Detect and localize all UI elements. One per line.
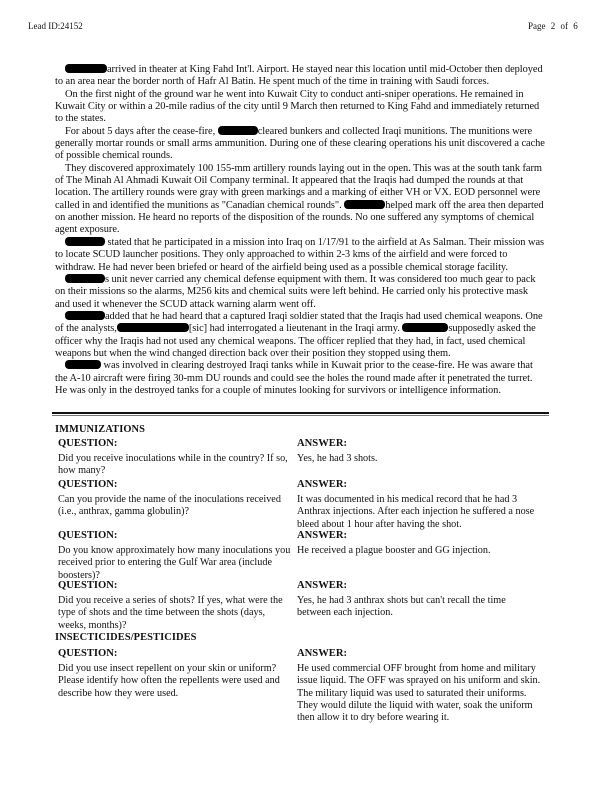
paragraph-text: [sic] had interrogated a lieutenant in the Iraqi army. (188, 323, 403, 335)
paragraph-text: arrived in theater at King Fahd Int'l. Airport. He stayed near this location until mid-October then deployed to an area near the border north of Hafr Al Batin. He spent much of the time in training with Saudi forces. (55, 64, 543, 88)
paragraph-text: added that he had heard that a captured Iraqi soldier stated that the Iraqis had used chemical weapons. One of the analysts, (55, 310, 543, 335)
narrative-paragraph (55, 311, 545, 360)
narrative-paragraph (55, 64, 545, 89)
answer-text: Yes, he had 3 anthrax shots but can't recall the time between each injection. (297, 595, 506, 619)
narrative-paragraph (55, 126, 545, 163)
question-text: Did you use insect repellent on your skin or uniform? Please identify how often the repellents were used and describe how they were used. (58, 663, 280, 699)
question-label: QUESTION: (58, 580, 118, 591)
question-label: QUESTION: (58, 530, 118, 541)
answer-block (297, 479, 542, 531)
narrative-paragraph (55, 360, 545, 397)
question-text: Did you receive inoculations while in the country? If so, how many? (58, 453, 288, 477)
answer-label: ANSWER: (297, 648, 348, 659)
page-header-lead-id: Lead ID:24152 (28, 21, 83, 31)
redaction-block (218, 126, 258, 135)
section-divider (52, 412, 549, 416)
answer-text: Yes, he had 3 shots. (297, 453, 378, 465)
question-block (58, 648, 293, 700)
answer-text: It was documented in his medical record that he had 3 Anthrax injections. After each injection he suffered a nose bleed about 1 hour after having the shot. (297, 494, 535, 530)
answer-label: ANSWER: (297, 479, 348, 490)
answer-block (297, 648, 542, 724)
section-title-insecticides-pesticides: INSECTICIDES/PESTICIDES (55, 632, 197, 643)
narrative-paragraph (55, 163, 545, 237)
redaction-block (65, 311, 105, 320)
paragraph-text: On the first night of the ground war he went into Kuwait City to conduct anti-sniper operations. He remained in Kuwait City or within a 20-mile radius of the city until 9 March then returned to King Fahd and immediately returned to the states. (55, 88, 540, 125)
question-block (58, 580, 293, 632)
page-number: Page 2 of 6 (528, 21, 578, 31)
paragraph-text: was involved in clearing destroyed Iraqi tanks while in Kuwait prior to the cease-fire. He was aware that the A-10 aircraft were firing 30-mm DU rounds and could see the holes the round made after it penetrated the turret. He was only in the destroyed tanks for a couple of minutes looking for survivors or intelligence information. (55, 360, 533, 396)
narrative-body (55, 64, 545, 397)
paragraph-text: s unit never carried any chemical defense equipment with them. It was considered too much gear to pack on their missions so the alarms, M256 kits and chemical suits were left behind. He carried only his protective mask and used it whenever the SCUD attack warning alarm went off. (55, 273, 536, 310)
redaction-block (65, 360, 101, 369)
redaction-block (344, 200, 385, 209)
paragraph-text: helped mark off the area then departed on another mission. He heard no reports of the disposition of the rounds. No one suffered any symptoms of chemical agent exposure. (55, 199, 544, 236)
paragraph-text: For about 5 days after the cease-fire, (65, 125, 218, 137)
answer-block (297, 438, 542, 465)
paragraph-text: They discovered approximately 100 155-mm artillery rounds laying out in the open. This was at the south tank farm of The Minah Al Ahmadi Kuwait Oil Company terminal. It appeared that the Iraqis had dumped the rounds at that location. The artillery rounds were gray with green markings and a marking of either VH or VX. EOD personnel were called in and identified the munitions as "Canadian chemical rounds". (55, 162, 542, 211)
question-block (58, 479, 293, 519)
question-block (58, 438, 293, 478)
narrative-paragraph (55, 274, 545, 311)
answer-label: ANSWER: (297, 580, 348, 591)
question-label: QUESTION: (58, 438, 118, 449)
narrative-paragraph (55, 237, 545, 274)
redaction-block (117, 323, 189, 332)
question-label: QUESTION: (58, 648, 118, 659)
answer-label: ANSWER: (297, 530, 348, 541)
redaction-block (65, 237, 105, 246)
answer-text: He used commercial OFF brought from home and military issue liquid. The OFF was sprayed on his uniform and skin. The military liquid was used to saturated their uniforms. They would dilute the liquid with water, soak the uniform then allow it to dry before wearing it. (297, 663, 541, 724)
paragraph-text: supposedly asked the officer why the Iraqis had not used any chemical weapons. The officer replied that they had, in fact, used chemical weapons but when the wind changed direction back over their position they stopped using them. (55, 323, 536, 359)
redaction-block (402, 323, 448, 332)
narrative-paragraph (55, 89, 545, 126)
answer-block (297, 530, 542, 557)
paragraph-text: stated that he participated in a mission into Iraq on 1/17/91 to the airfield at As Salman. Their mission was to locate SCUD launcher positions. They only approached to within 2-3 kms of the airfield and were forced to withdraw. He had never been briefed or heard of the airfield being used as a possible chemical storage facility. (55, 236, 544, 273)
answer-block (297, 580, 542, 620)
question-text: Can you provide the name of the inoculations received (i.e., anthrax, gamma globulin)? (58, 494, 281, 518)
question-text: Did you receive a series of shots? If yes, what were the type of shots and the time between the shots (days, weeks, months)? (58, 595, 283, 631)
paragraph-text: cleared bunkers and collected Iraqi munitions. The munitions were generally mortar rounds or small arms ammunition. During one of these clearing operations his unit discovered a cache of possible chemical rounds. (55, 125, 545, 162)
question-label: QUESTION: (58, 479, 118, 490)
question-block (58, 530, 293, 582)
redaction-block (65, 274, 105, 283)
redaction-block (65, 64, 107, 73)
answer-label: ANSWER: (297, 438, 348, 449)
answer-text: He received a plague booster and GG injection. (297, 545, 491, 557)
question-text: Do you know approximately how many inoculations you received prior to entering the Gulf War area (include boosters)? (58, 545, 291, 581)
section-title-immunizations: IMMUNIZATIONS (55, 424, 146, 435)
